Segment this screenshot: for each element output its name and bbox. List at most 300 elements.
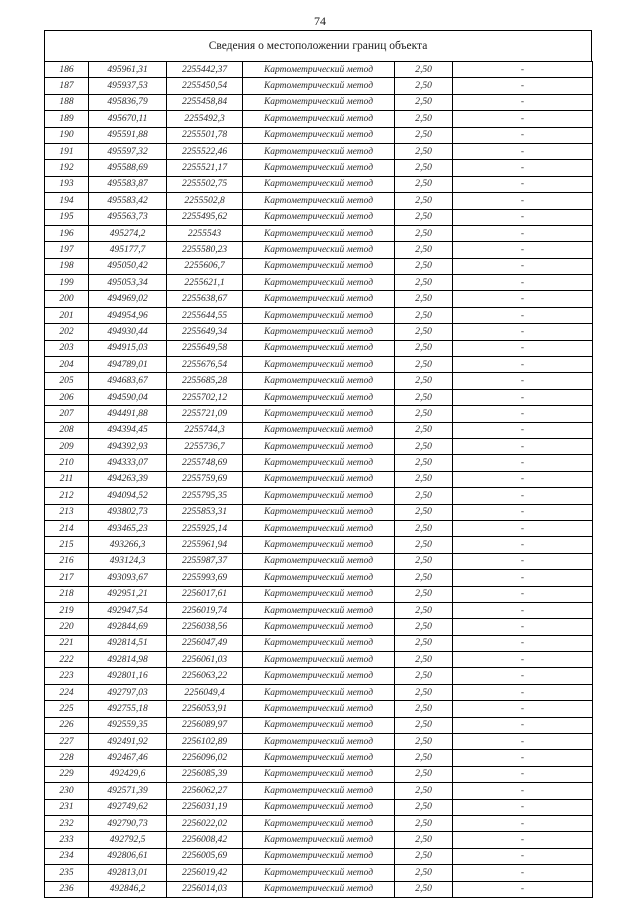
- accuracy-cell: 2,50: [395, 504, 453, 520]
- accuracy-cell: 2,50: [395, 537, 453, 553]
- x-coordinate-cell: 492806,61: [89, 848, 167, 864]
- method-cell: Картометрический метод: [243, 668, 395, 684]
- description-cell: -: [453, 455, 593, 471]
- table-row: [45, 78, 593, 94]
- x-coordinate-cell: 492749,62: [89, 799, 167, 815]
- description-cell: -: [453, 160, 593, 176]
- method-cell: Картометрический метод: [243, 799, 395, 815]
- point-number-cell: 202: [45, 324, 89, 340]
- point-number-cell: 186: [45, 62, 89, 78]
- accuracy-cell: 2,50: [395, 127, 453, 143]
- point-number-cell: 221: [45, 635, 89, 651]
- x-coordinate-cell: 492814,98: [89, 652, 167, 668]
- point-number-cell: 205: [45, 373, 89, 389]
- x-coordinate-cell: 495836,79: [89, 94, 167, 110]
- description-cell: -: [453, 127, 593, 143]
- method-cell: Картометрический метод: [243, 340, 395, 356]
- description-cell: -: [453, 734, 593, 750]
- accuracy-cell: 2,50: [395, 438, 453, 454]
- description-cell: -: [453, 815, 593, 831]
- y-coordinate-cell: 2255450,54: [167, 78, 243, 94]
- accuracy-cell: 2,50: [395, 176, 453, 192]
- point-number-cell: 222: [45, 652, 89, 668]
- method-cell: Картометрический метод: [243, 471, 395, 487]
- y-coordinate-cell: 2255987,37: [167, 553, 243, 569]
- method-cell: Картометрический метод: [243, 684, 395, 700]
- accuracy-cell: 2,50: [395, 258, 453, 274]
- table-row: [45, 684, 593, 700]
- y-coordinate-cell: 2255721,09: [167, 406, 243, 422]
- x-coordinate-cell: 495597,32: [89, 143, 167, 159]
- description-cell: -: [453, 78, 593, 94]
- accuracy-cell: 2,50: [395, 324, 453, 340]
- x-coordinate-cell: 494094,52: [89, 488, 167, 504]
- y-coordinate-cell: 2255702,12: [167, 389, 243, 405]
- x-coordinate-cell: 492947,54: [89, 602, 167, 618]
- method-cell: Картометрический метод: [243, 94, 395, 110]
- method-cell: Картометрический метод: [243, 62, 395, 78]
- table-row: [45, 357, 593, 373]
- method-cell: Картометрический метод: [243, 865, 395, 881]
- x-coordinate-cell: 494683,67: [89, 373, 167, 389]
- description-cell: -: [453, 62, 593, 78]
- table-row: [45, 766, 593, 782]
- accuracy-cell: 2,50: [395, 570, 453, 586]
- y-coordinate-cell: 2256031,19: [167, 799, 243, 815]
- y-coordinate-cell: 2256096,02: [167, 750, 243, 766]
- table-row: [45, 209, 593, 225]
- method-cell: Картометрический метод: [243, 848, 395, 864]
- point-number-cell: 195: [45, 209, 89, 225]
- table-row: [45, 701, 593, 717]
- table-row: [45, 570, 593, 586]
- x-coordinate-cell: 494392,93: [89, 438, 167, 454]
- x-coordinate-cell: 492801,16: [89, 668, 167, 684]
- point-number-cell: 228: [45, 750, 89, 766]
- description-cell: -: [453, 488, 593, 504]
- point-number-cell: 229: [45, 766, 89, 782]
- point-number-cell: 231: [45, 799, 89, 815]
- table-row: [45, 242, 593, 258]
- y-coordinate-cell: 2255748,69: [167, 455, 243, 471]
- accuracy-cell: 2,50: [395, 111, 453, 127]
- accuracy-cell: 2,50: [395, 488, 453, 504]
- point-number-cell: 207: [45, 406, 89, 422]
- accuracy-cell: 2,50: [395, 455, 453, 471]
- accuracy-cell: 2,50: [395, 602, 453, 618]
- x-coordinate-cell: 495177,7: [89, 242, 167, 258]
- point-number-cell: 213: [45, 504, 89, 520]
- description-cell: -: [453, 832, 593, 848]
- x-coordinate-cell: 492792,5: [89, 832, 167, 848]
- table-row: [45, 275, 593, 291]
- table-row: [45, 635, 593, 651]
- table-row: [45, 783, 593, 799]
- point-number-cell: 204: [45, 357, 89, 373]
- point-number-cell: 225: [45, 701, 89, 717]
- y-coordinate-cell: 2256019,42: [167, 865, 243, 881]
- x-coordinate-cell: 493124,3: [89, 553, 167, 569]
- y-coordinate-cell: 2255649,58: [167, 340, 243, 356]
- accuracy-cell: 2,50: [395, 684, 453, 700]
- accuracy-cell: 2,50: [395, 389, 453, 405]
- point-number-cell: 235: [45, 865, 89, 881]
- table-row: [45, 717, 593, 733]
- table-row: [45, 799, 593, 815]
- accuracy-cell: 2,50: [395, 881, 453, 897]
- accuracy-cell: 2,50: [395, 619, 453, 635]
- table-row: [45, 291, 593, 307]
- x-coordinate-cell: 492571,39: [89, 783, 167, 799]
- point-number-cell: 212: [45, 488, 89, 504]
- x-coordinate-cell: 495050,42: [89, 258, 167, 274]
- accuracy-cell: 2,50: [395, 291, 453, 307]
- method-cell: Картометрический метод: [243, 717, 395, 733]
- description-cell: -: [453, 357, 593, 373]
- point-number-cell: 203: [45, 340, 89, 356]
- table-row: [45, 832, 593, 848]
- x-coordinate-cell: 492790,73: [89, 815, 167, 831]
- description-cell: -: [453, 717, 593, 733]
- y-coordinate-cell: 2255925,14: [167, 520, 243, 536]
- method-cell: Картометрический метод: [243, 652, 395, 668]
- y-coordinate-cell: 2255442,37: [167, 62, 243, 78]
- y-coordinate-cell: 2256063,22: [167, 668, 243, 684]
- y-coordinate-cell: 2256085,39: [167, 766, 243, 782]
- accuracy-cell: 2,50: [395, 209, 453, 225]
- point-number-cell: 200: [45, 291, 89, 307]
- x-coordinate-cell: 492951,21: [89, 586, 167, 602]
- method-cell: Картометрический метод: [243, 111, 395, 127]
- table-row: [45, 815, 593, 831]
- table-row: [45, 389, 593, 405]
- y-coordinate-cell: 2255495,62: [167, 209, 243, 225]
- method-cell: Картометрический метод: [243, 160, 395, 176]
- point-number-cell: 192: [45, 160, 89, 176]
- section-title: Сведения о местоположении границ объекта: [44, 30, 592, 61]
- description-cell: -: [453, 275, 593, 291]
- accuracy-cell: 2,50: [395, 422, 453, 438]
- table-row: [45, 668, 593, 684]
- description-cell: -: [453, 520, 593, 536]
- y-coordinate-cell: 2256017,61: [167, 586, 243, 602]
- table-row: [45, 455, 593, 471]
- accuracy-cell: 2,50: [395, 717, 453, 733]
- description-cell: -: [453, 766, 593, 782]
- table-row: [45, 373, 593, 389]
- accuracy-cell: 2,50: [395, 520, 453, 536]
- description-cell: -: [453, 176, 593, 192]
- y-coordinate-cell: 2255853,31: [167, 504, 243, 520]
- table-row: [45, 258, 593, 274]
- x-coordinate-cell: 492491,92: [89, 734, 167, 750]
- table-row: [45, 881, 593, 897]
- description-cell: -: [453, 438, 593, 454]
- point-number-cell: 227: [45, 734, 89, 750]
- accuracy-cell: 2,50: [395, 94, 453, 110]
- point-number-cell: 217: [45, 570, 89, 586]
- x-coordinate-cell: 495583,87: [89, 176, 167, 192]
- table-row: [45, 94, 593, 110]
- description-cell: -: [453, 471, 593, 487]
- accuracy-cell: 2,50: [395, 586, 453, 602]
- x-coordinate-cell: 495053,34: [89, 275, 167, 291]
- y-coordinate-cell: 2255644,55: [167, 307, 243, 323]
- point-number-cell: 206: [45, 389, 89, 405]
- x-coordinate-cell: 492467,46: [89, 750, 167, 766]
- x-coordinate-cell: 493802,73: [89, 504, 167, 520]
- accuracy-cell: 2,50: [395, 783, 453, 799]
- x-coordinate-cell: 494789,01: [89, 357, 167, 373]
- y-coordinate-cell: 2255736,7: [167, 438, 243, 454]
- table-row: [45, 602, 593, 618]
- description-cell: -: [453, 389, 593, 405]
- page-number: 74: [314, 14, 326, 28]
- accuracy-cell: 2,50: [395, 225, 453, 241]
- table-row: [45, 176, 593, 192]
- point-number-cell: 201: [45, 307, 89, 323]
- y-coordinate-cell: 2255521,17: [167, 160, 243, 176]
- point-number-cell: 219: [45, 602, 89, 618]
- accuracy-cell: 2,50: [395, 307, 453, 323]
- accuracy-cell: 2,50: [395, 553, 453, 569]
- point-number-cell: 216: [45, 553, 89, 569]
- x-coordinate-cell: 494930,44: [89, 324, 167, 340]
- x-coordinate-cell: 492429,6: [89, 766, 167, 782]
- x-coordinate-cell: 492846,2: [89, 881, 167, 897]
- table-row: [45, 520, 593, 536]
- method-cell: Картометрический метод: [243, 422, 395, 438]
- description-cell: -: [453, 537, 593, 553]
- description-cell: -: [453, 225, 593, 241]
- method-cell: Картометрический метод: [243, 176, 395, 192]
- y-coordinate-cell: 2256049,4: [167, 684, 243, 700]
- accuracy-cell: 2,50: [395, 357, 453, 373]
- method-cell: Картометрический метод: [243, 357, 395, 373]
- accuracy-cell: 2,50: [395, 193, 453, 209]
- y-coordinate-cell: 2255621,1: [167, 275, 243, 291]
- point-number-cell: 220: [45, 619, 89, 635]
- description-cell: -: [453, 291, 593, 307]
- method-cell: Картометрический метод: [243, 701, 395, 717]
- y-coordinate-cell: 2255492,3: [167, 111, 243, 127]
- point-number-cell: 196: [45, 225, 89, 241]
- table-row: [45, 143, 593, 159]
- description-cell: -: [453, 422, 593, 438]
- x-coordinate-cell: 492559,35: [89, 717, 167, 733]
- x-coordinate-cell: 495670,11: [89, 111, 167, 127]
- y-coordinate-cell: 2255502,8: [167, 193, 243, 209]
- point-number-cell: 218: [45, 586, 89, 602]
- x-coordinate-cell: 495961,31: [89, 62, 167, 78]
- point-number-cell: 232: [45, 815, 89, 831]
- y-coordinate-cell: 2256089,97: [167, 717, 243, 733]
- table-row: [45, 406, 593, 422]
- description-cell: -: [453, 94, 593, 110]
- table-row: [45, 307, 593, 323]
- y-coordinate-cell: 2255759,69: [167, 471, 243, 487]
- accuracy-cell: 2,50: [395, 471, 453, 487]
- x-coordinate-cell: 495583,42: [89, 193, 167, 209]
- point-number-cell: 198: [45, 258, 89, 274]
- y-coordinate-cell: 2255961,94: [167, 537, 243, 553]
- method-cell: Картометрический метод: [243, 307, 395, 323]
- y-coordinate-cell: 2255501,78: [167, 127, 243, 143]
- x-coordinate-cell: 494954,96: [89, 307, 167, 323]
- table-row: [45, 865, 593, 881]
- point-number-cell: 233: [45, 832, 89, 848]
- y-coordinate-cell: 2256022,02: [167, 815, 243, 831]
- point-number-cell: 189: [45, 111, 89, 127]
- method-cell: Картометрический метод: [243, 750, 395, 766]
- point-number-cell: 199: [45, 275, 89, 291]
- y-coordinate-cell: 2255685,28: [167, 373, 243, 389]
- point-number-cell: 194: [45, 193, 89, 209]
- point-number-cell: 188: [45, 94, 89, 110]
- description-cell: -: [453, 242, 593, 258]
- method-cell: Картометрический метод: [243, 570, 395, 586]
- table-row: [45, 127, 593, 143]
- x-coordinate-cell: 494263,39: [89, 471, 167, 487]
- description-cell: -: [453, 881, 593, 897]
- accuracy-cell: 2,50: [395, 799, 453, 815]
- accuracy-cell: 2,50: [395, 242, 453, 258]
- accuracy-cell: 2,50: [395, 143, 453, 159]
- point-number-cell: 226: [45, 717, 89, 733]
- method-cell: Картометрический метод: [243, 291, 395, 307]
- y-coordinate-cell: 2255543: [167, 225, 243, 241]
- table-row: [45, 193, 593, 209]
- accuracy-cell: 2,50: [395, 766, 453, 782]
- method-cell: Картометрический метод: [243, 881, 395, 897]
- description-cell: -: [453, 504, 593, 520]
- accuracy-cell: 2,50: [395, 815, 453, 831]
- x-coordinate-cell: 493093,67: [89, 570, 167, 586]
- method-cell: Картометрический метод: [243, 553, 395, 569]
- description-cell: -: [453, 635, 593, 651]
- table-row: [45, 471, 593, 487]
- y-coordinate-cell: 2256062,27: [167, 783, 243, 799]
- x-coordinate-cell: 494491,88: [89, 406, 167, 422]
- table-row: [45, 422, 593, 438]
- table-row: [45, 225, 593, 241]
- method-cell: Картометрический метод: [243, 193, 395, 209]
- x-coordinate-cell: 494394,45: [89, 422, 167, 438]
- description-cell: -: [453, 750, 593, 766]
- description-cell: -: [453, 258, 593, 274]
- x-coordinate-cell: 492755,18: [89, 701, 167, 717]
- x-coordinate-cell: 494969,02: [89, 291, 167, 307]
- point-number-cell: 224: [45, 684, 89, 700]
- table-row: [45, 160, 593, 176]
- accuracy-cell: 2,50: [395, 406, 453, 422]
- method-cell: Картометрический метод: [243, 389, 395, 405]
- description-cell: -: [453, 652, 593, 668]
- y-coordinate-cell: 2255580,23: [167, 242, 243, 258]
- accuracy-cell: 2,50: [395, 865, 453, 881]
- accuracy-cell: 2,50: [395, 275, 453, 291]
- description-cell: -: [453, 668, 593, 684]
- y-coordinate-cell: 2256053,91: [167, 701, 243, 717]
- method-cell: Картометрический метод: [243, 832, 395, 848]
- method-cell: Картометрический метод: [243, 324, 395, 340]
- method-cell: Картометрический метод: [243, 373, 395, 389]
- y-coordinate-cell: 2255606,7: [167, 258, 243, 274]
- y-coordinate-cell: 2256019,74: [167, 602, 243, 618]
- accuracy-cell: 2,50: [395, 734, 453, 750]
- x-coordinate-cell: 494915,03: [89, 340, 167, 356]
- description-cell: -: [453, 307, 593, 323]
- table-row: [45, 62, 593, 78]
- point-number-cell: 193: [45, 176, 89, 192]
- coordinates-sheet: [44, 30, 592, 898]
- description-cell: -: [453, 406, 593, 422]
- table-row: [45, 750, 593, 766]
- table-row: [45, 340, 593, 356]
- x-coordinate-cell: 495591,88: [89, 127, 167, 143]
- accuracy-cell: 2,50: [395, 373, 453, 389]
- y-coordinate-cell: 2255638,67: [167, 291, 243, 307]
- description-cell: -: [453, 586, 593, 602]
- y-coordinate-cell: 2255458,84: [167, 94, 243, 110]
- y-coordinate-cell: 2256014,03: [167, 881, 243, 897]
- point-number-cell: 236: [45, 881, 89, 897]
- method-cell: Картометрический метод: [243, 488, 395, 504]
- x-coordinate-cell: 494590,04: [89, 389, 167, 405]
- x-coordinate-cell: 493465,23: [89, 520, 167, 536]
- description-cell: -: [453, 193, 593, 209]
- method-cell: Картометрический метод: [243, 537, 395, 553]
- method-cell: Картометрический метод: [243, 520, 395, 536]
- method-cell: Картометрический метод: [243, 619, 395, 635]
- accuracy-cell: 2,50: [395, 635, 453, 651]
- x-coordinate-cell: 495588,69: [89, 160, 167, 176]
- method-cell: Картометрический метод: [243, 242, 395, 258]
- point-number-cell: 223: [45, 668, 89, 684]
- method-cell: Картометрический метод: [243, 815, 395, 831]
- point-number-cell: 190: [45, 127, 89, 143]
- description-cell: -: [453, 324, 593, 340]
- method-cell: Картометрический метод: [243, 455, 395, 471]
- method-cell: Картометрический метод: [243, 275, 395, 291]
- accuracy-cell: 2,50: [395, 750, 453, 766]
- table-row: [45, 848, 593, 864]
- method-cell: Картометрический метод: [243, 127, 395, 143]
- table-row: [45, 586, 593, 602]
- table-row: [45, 438, 593, 454]
- accuracy-cell: 2,50: [395, 62, 453, 78]
- method-cell: Картометрический метод: [243, 258, 395, 274]
- y-coordinate-cell: 2255676,54: [167, 357, 243, 373]
- accuracy-cell: 2,50: [395, 668, 453, 684]
- point-number-cell: 210: [45, 455, 89, 471]
- y-coordinate-cell: 2255502,75: [167, 176, 243, 192]
- y-coordinate-cell: 2255522,46: [167, 143, 243, 159]
- coordinates-table: [44, 61, 593, 898]
- description-cell: -: [453, 209, 593, 225]
- x-coordinate-cell: 493266,3: [89, 537, 167, 553]
- y-coordinate-cell: 2255744,3: [167, 422, 243, 438]
- table-row: [45, 504, 593, 520]
- table-row: [45, 111, 593, 127]
- x-coordinate-cell: 494333,07: [89, 455, 167, 471]
- description-cell: -: [453, 799, 593, 815]
- y-coordinate-cell: 2256038,56: [167, 619, 243, 635]
- description-cell: -: [453, 619, 593, 635]
- x-coordinate-cell: 495274,2: [89, 225, 167, 241]
- accuracy-cell: 2,50: [395, 701, 453, 717]
- x-coordinate-cell: 492813,01: [89, 865, 167, 881]
